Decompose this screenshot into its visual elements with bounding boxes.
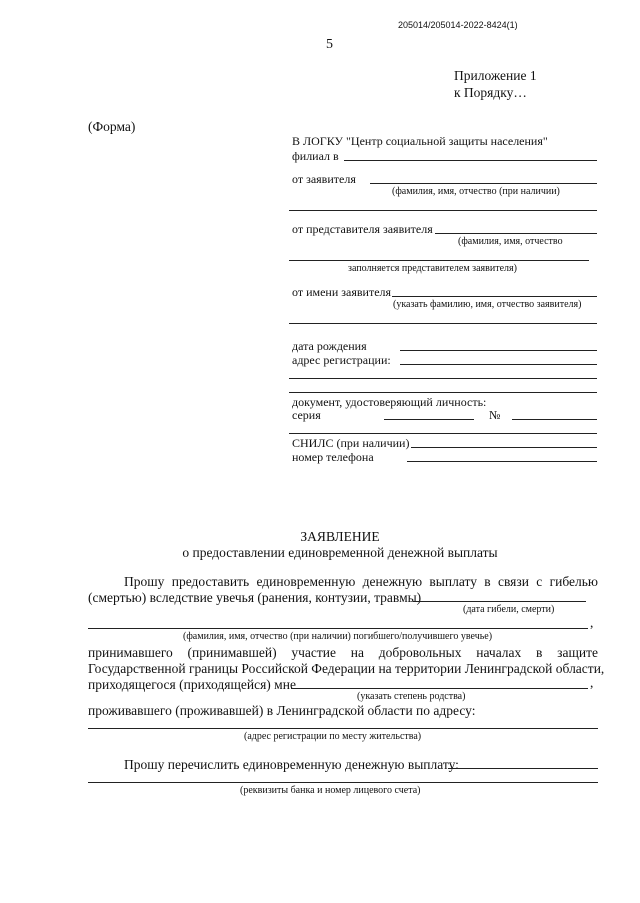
id-document-label: документ, удостоверяющий личность: <box>292 395 487 409</box>
kinship-hint: (указать степень родства) <box>357 691 466 702</box>
applicant-name-line[interactable] <box>370 183 597 184</box>
branch-label: филиал в <box>292 149 339 163</box>
document-registration-number: 205014/205014-2022-8424(1) <box>398 20 518 30</box>
page-number: 5 <box>326 37 333 52</box>
paragraph-1-line-1: Прошу предоставить единовременную денежную выплату в связи с гибелью <box>124 574 598 589</box>
bank-details-line-2[interactable] <box>88 782 598 783</box>
kinship-line[interactable] <box>291 688 588 689</box>
reg-address-line-2[interactable] <box>289 378 597 379</box>
id-document-line-2[interactable] <box>289 433 597 434</box>
bank-details-hint: (реквизиты банка и номер лицевого счета) <box>240 785 421 796</box>
branch-field-line[interactable] <box>344 160 597 161</box>
snils-line[interactable] <box>411 447 597 448</box>
on-behalf-label: от имени заявителя <box>292 285 392 299</box>
paragraph-2-line-3: приходящегося (приходящейся) мне <box>88 677 296 692</box>
reg-address-line-3[interactable] <box>289 392 597 393</box>
statement-title: ЗАЯВЛЕНИЕ <box>300 529 380 544</box>
phone-label: номер телефона <box>292 450 374 464</box>
on-behalf-name-line-2[interactable] <box>289 323 597 324</box>
paragraph-2-line-1: принимавшего (принимавшей) участие на добровольных началах в защите <box>88 645 598 660</box>
from-applicant-label: от заявителя <box>292 172 356 186</box>
address-line[interactable] <box>88 728 598 729</box>
reg-address-line[interactable] <box>400 364 597 365</box>
deceased-line-comma: , <box>590 615 594 630</box>
appendix-label: Приложение 1 <box>454 68 537 83</box>
bank-details-line-1[interactable] <box>448 768 598 769</box>
document-number-line[interactable] <box>512 419 597 420</box>
appendix-reference: к Порядку… <box>454 85 527 100</box>
birth-date-line[interactable] <box>400 350 597 351</box>
on-behalf-name-line[interactable] <box>392 296 597 297</box>
on-behalf-hint: (указать фамилию, имя, отчество заявителя) <box>393 299 582 310</box>
representative-name-line-2[interactable] <box>289 260 589 261</box>
paragraph-1-line-2: (смертью) вследствие увечья (ранения, контузии, травмы) <box>88 590 422 605</box>
form-label: (Форма) <box>88 119 136 134</box>
paragraph-2-line-2: Государственной границы Российской Федерации на территории Ленинградской области, <box>88 661 605 676</box>
applicant-name-line-2[interactable] <box>289 210 597 211</box>
death-date-line[interactable] <box>413 601 586 602</box>
representative-name-hint: (фамилия, имя, отчество <box>458 236 563 247</box>
deceased-name-line[interactable] <box>88 628 588 629</box>
representative-name-line[interactable] <box>435 233 597 234</box>
statement-subtitle: о предоставлении единовременной денежной выплаты <box>182 545 498 560</box>
series-line[interactable] <box>384 419 474 420</box>
snils-label: СНИЛС (при наличии) <box>292 436 410 450</box>
phone-line[interactable] <box>407 461 597 462</box>
paragraph-4-line-1: Прошу перечислить единовременную денежную выплату: <box>124 757 459 772</box>
deceased-name-hint: (фамилия, имя, отчество (при наличии) погибшего/получившего увечье) <box>183 631 493 642</box>
address-hint: (адрес регистрации по месту жительства) <box>244 731 422 742</box>
from-representative-label: от представителя заявителя <box>292 222 433 236</box>
applicant-name-hint: (фамилия, имя, отчество (при наличии) <box>392 186 560 197</box>
paragraph-3-line-1: проживавшего (проживавшей) в Ленинградской области по адресу: <box>88 703 476 718</box>
number-sign: № <box>489 408 501 422</box>
birth-date-label: дата рождения <box>292 339 367 353</box>
representative-fill-note: заполняется представителем заявителя) <box>348 263 517 274</box>
death-date-hint: (дата гибели, смерти) <box>463 604 555 615</box>
reg-address-label: адрес регистрации: <box>292 353 391 367</box>
kinship-line-comma: , <box>590 675 594 690</box>
addressee-to: В ЛОГКУ "Центр социальной защиты населения" <box>292 134 548 148</box>
series-label: серия <box>292 408 321 422</box>
